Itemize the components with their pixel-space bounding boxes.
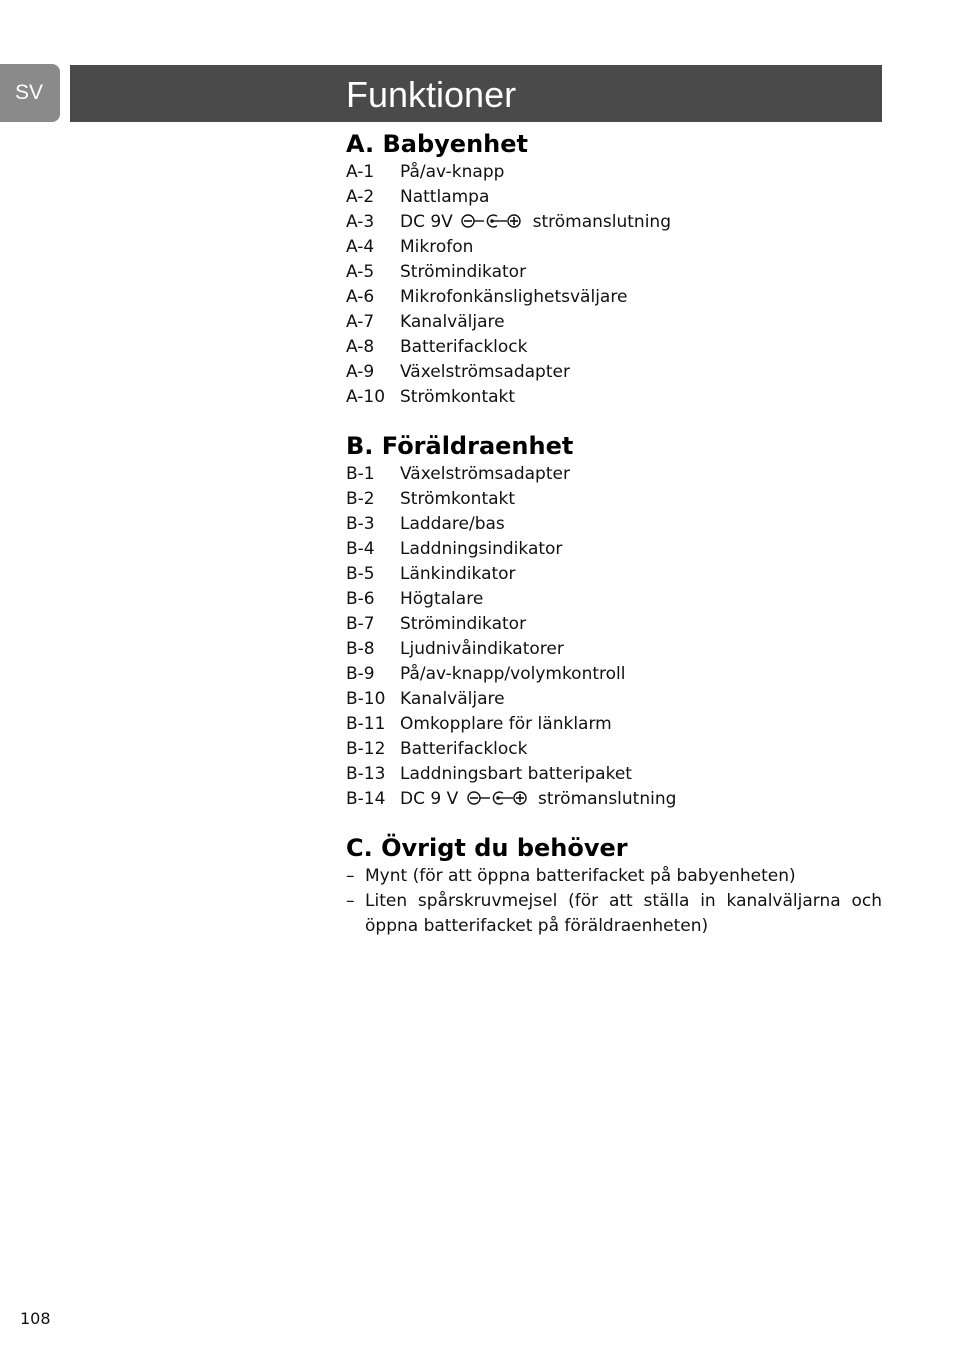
item-code: B-2 (346, 489, 375, 509)
page-title: Funktioner (346, 74, 517, 115)
list-item (346, 185, 882, 210)
list-item (346, 687, 882, 712)
list-item (346, 462, 882, 487)
section-foraldraenhet (346, 430, 882, 812)
item-text: Mynt (för att öppna batterifacket på babyenheten) (365, 866, 796, 886)
main-content (346, 128, 882, 939)
item-code: B-6 (346, 589, 375, 609)
title-bar (70, 65, 882, 122)
list-item (346, 737, 882, 762)
dc-polarity-icon (460, 212, 522, 230)
item-label: Laddare/bas (400, 514, 505, 534)
list-item (346, 210, 882, 235)
item-label-prefix: DC 9V (400, 212, 453, 232)
item-code: A-9 (346, 362, 375, 382)
item-code: A-4 (346, 237, 375, 257)
item-label: På/av-knapp (400, 162, 505, 182)
list-item (346, 864, 882, 889)
babyenhet-list (346, 160, 882, 410)
item-code: A-5 (346, 262, 375, 282)
item-code: A-8 (346, 337, 375, 357)
list-item (346, 335, 882, 360)
language-tab: SV (0, 64, 60, 122)
item-label-suffix: strömanslutning (532, 212, 671, 232)
item-label: Mikrofonkänslighetsväljare (400, 287, 628, 307)
item-label: Växelströmsadapter (400, 464, 570, 484)
item-label: Mikrofon (400, 237, 474, 257)
item-label: Ljudnivåindikatorer (400, 639, 564, 659)
list-item (346, 587, 882, 612)
item-code: B-8 (346, 639, 375, 659)
dash-bullet: – (346, 891, 355, 911)
item-code: A-6 (346, 287, 375, 307)
section-heading-c: C. Övrigt du behöver (346, 834, 628, 862)
item-code: B-1 (346, 464, 375, 484)
section-heading-a: A. Babyenhet (346, 130, 529, 158)
list-item (346, 235, 882, 260)
item-code: B-9 (346, 664, 375, 684)
item-label: Kanalväljare (400, 312, 505, 332)
list-item (346, 787, 882, 812)
item-label: Strömindikator (400, 614, 527, 634)
item-code: A-1 (346, 162, 375, 182)
item-code: A-7 (346, 312, 375, 332)
list-item (346, 637, 882, 662)
item-label: Laddningsindikator (400, 539, 563, 559)
list-item (346, 562, 882, 587)
item-label: Strömindikator (400, 262, 527, 282)
item-code: B-5 (346, 564, 375, 584)
item-label-prefix: DC 9 V (400, 789, 459, 809)
item-label: Växelströmsadapter (400, 362, 570, 382)
item-label: Strömkontakt (400, 489, 516, 509)
item-code: B-13 (346, 764, 386, 784)
list-item (346, 889, 882, 939)
item-label (400, 787, 882, 812)
item-label: Högtalare (400, 589, 484, 609)
list-item (346, 310, 882, 335)
item-code: B-14 (346, 789, 386, 809)
list-item (346, 487, 882, 512)
item-code: B-7 (346, 614, 375, 634)
item-code: B-4 (346, 539, 375, 559)
item-code: B-12 (346, 739, 386, 759)
item-label: Nattlampa (400, 187, 490, 207)
item-label-suffix: strömanslutning (538, 789, 677, 809)
list-item (346, 260, 882, 285)
item-label: Batterifacklock (400, 337, 528, 357)
list-item (346, 385, 882, 410)
list-item (346, 160, 882, 185)
item-label: Batterifacklock (400, 739, 528, 759)
item-label: Laddningsbart batteripaket (400, 764, 632, 784)
item-code: A-10 (346, 387, 386, 407)
page-number: 108 (20, 1309, 51, 1328)
section-ovrigt (346, 832, 882, 939)
item-label: Strömkontakt (400, 387, 516, 407)
item-code: A-2 (346, 187, 375, 207)
dc-polarity-icon (466, 789, 528, 807)
list-item (346, 662, 882, 687)
item-label: På/av-knapp/volymkontroll (400, 664, 626, 684)
list-item (346, 762, 882, 787)
item-text: Liten spårskruvmejsel (för att ställa in kanalväljarna och öppna batterifacket på föräldraenheten) (365, 891, 882, 936)
list-item (346, 612, 882, 637)
item-label: Kanalväljare (400, 689, 505, 709)
item-label: Länkindikator (400, 564, 516, 584)
list-item (346, 360, 882, 385)
ovrigt-list (346, 864, 882, 939)
item-code: B-10 (346, 689, 386, 709)
item-label: Omkopplare för länklarm (400, 714, 612, 734)
dash-bullet: – (346, 866, 355, 886)
list-item (346, 537, 882, 562)
item-code: A-3 (346, 212, 375, 232)
item-label (400, 210, 882, 235)
item-code: B-11 (346, 714, 386, 734)
section-heading-b: B. Föräldraenhet (346, 432, 574, 460)
list-item (346, 285, 882, 310)
foraldraenhet-list (346, 462, 882, 812)
list-item (346, 712, 882, 737)
section-babyenhet (346, 128, 882, 410)
list-item (346, 512, 882, 537)
item-code: B-3 (346, 514, 375, 534)
